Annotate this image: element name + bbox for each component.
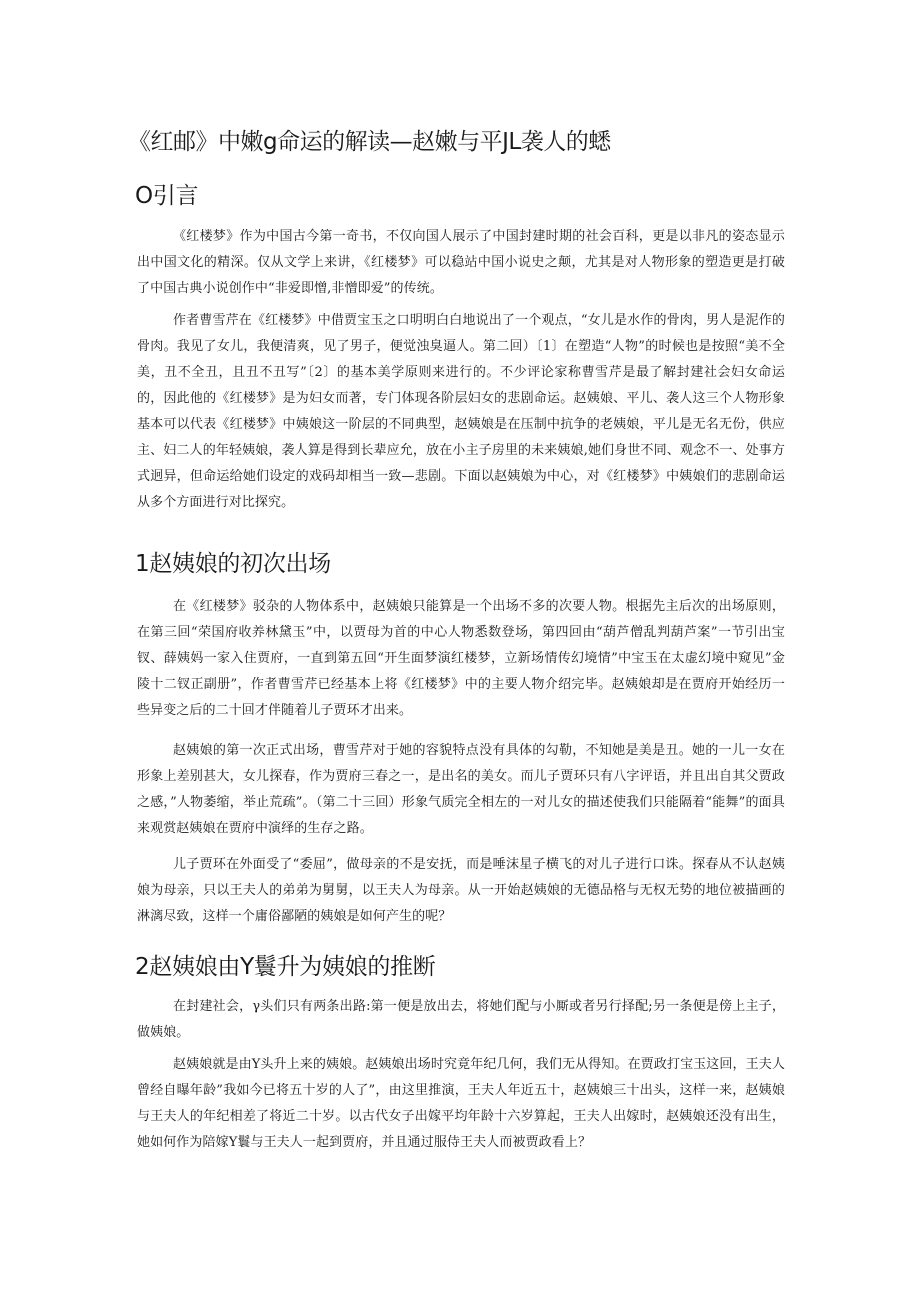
paragraph: 在封建社会，γ头们只有两条出路:第一便是放出去，将她们配与小厮或者另行择配;另一条便是傍上主子，做姨娘。	[137, 999, 785, 1040]
paragraph: 儿子贾环在外面受了“委屈”，做母亲的不是安抚，而是唾沫星子横飞的对儿子进行口诛。探春从不认赵姨娘为母亲，只以王夫人的弟弟为舅舅，以王夫人为母亲。从一开始赵姨娘的无德品格与无权无势的地位被描画的淋漓尽致，这样一个庸俗鄙陋的姨娘是如何产生的呢？	[137, 857, 785, 924]
document-title: 《红邮》中嫩g命运的解读—赵嫩与平JL袭人的蟋	[128, 129, 611, 155]
section-heading-1: 1赵姨娘的初次出场	[135, 551, 331, 577]
section-heading-2: 2赵姨娘由Y鬟升为姨娘的推断	[135, 954, 436, 980]
paragraph: 作者曹雪芹在《红楼梦》中借贾宝玉之口明明白白地说出了一个观点，“女儿是水作的骨肉，男人是泥作的骨肉。我见了女儿，我便清爽，见了男子，便觉浊臭逼人。第二回）〔1〕在塑造“人物”的时候也是按照“美不全美，丑不全丑，且丑不丑写”〔2〕的基本美学原则来进行的。不少评论家称曹雪芹是最了解封建社会妇女命运的，因此他的《红楼梦》是为妇女而著，专门体现各阶层妇女的悲剧命运。赵姨娘、平儿、袭人这三个人物形象基本可以代表《红楼梦》中姨娘这一阶层的不同典型，赵姨娘是在压制中抗争的老姨娘，平儿是无名无份，供应主、妇二人的年轻姨娘，袭人算是得到长辈应允，放在小主子房里的未来姨娘,她们身世不同、观念不一、处事方式迥异，但命运给她们设定的戏码却相当一致—悲剧。下面以赵姨娘为中心，对《红楼梦》中姨娘们的悲剧命运从多个方面进行对比探究。	[137, 313, 785, 510]
paragraph: 赵姨娘的第一次正式出场，曹雪芹对于她的容貌特点没有具体的勾勒，不知她是美是丑。她的一儿一女在形象上差别甚大，女儿探春，作为贾府三春之一，是出名的美女。而儿子贾环只有八字评语，并且出自其父贾政之感，”人物萎缩，举止荒疏”。（第二十三回）形象气质完全相左的一对儿女的描述使我们只能隔着“能舞”的面具来观赏赵姨娘在贾府中演绎的生存之路。	[137, 743, 785, 836]
paragraph: 赵姨娘就是由Y头升上来的姨娘。赵姨娘出场时究竟年纪几何，我们无从得知。在贾政打宝玉这回，王夫人曾经自曝年龄”我如今已将五十岁的人了”，由这里推演，王夫人年近五十，赵姨娘三十出头，这样一来，赵姨娘与王夫人的年纪相差了将近二十岁。以古代女子出嫁平均年龄十六岁算起，王夫人出嫁时，赵姨娘还没有出生，她如何作为陪嫁Y鬟与王夫人一起到贾府，并且通过服侍王夫人而被贾政看上？	[137, 1057, 785, 1150]
section-heading-intro: O引言	[135, 183, 199, 209]
paragraph: 在《红楼梦》驳杂的人物体系中，赵姨娘只能算是一个出场不多的次要人物。根据先主后次的出场原则，在第三回“荣国府收养林黛玉”中，以贾母为首的中心人物悉数登场，第四回由“葫芦僧乱判葫芦案”一节引出宝钗、薛姨妈一家入住贾府，一直到第五回“开生面梦演红楼梦，立新场情传幻境情”中宝玉在太虚幻境中窥见”金陵十二钗正副册”，作者曹雪芹已经基本上将《红楼梦》中的主要人物介绍完毕。赵姨娘却是在贾府开始经历一些异变之后的二十回才伴随着儿子贾环才出来。	[137, 599, 785, 718]
paragraph: 《红楼梦》作为中国古今第一奇书，不仅向国人展示了中国封建时期的社会百科，更是以非凡的姿态显示出中国文化的精深。仅从文学上来讲，《红楼梦》可以稳站中国小说史之颠，尤其是对人物形象的塑造更是打破了中国古典小说创作中“非爱即憎,非憎即爱”的传统。	[137, 229, 785, 296]
